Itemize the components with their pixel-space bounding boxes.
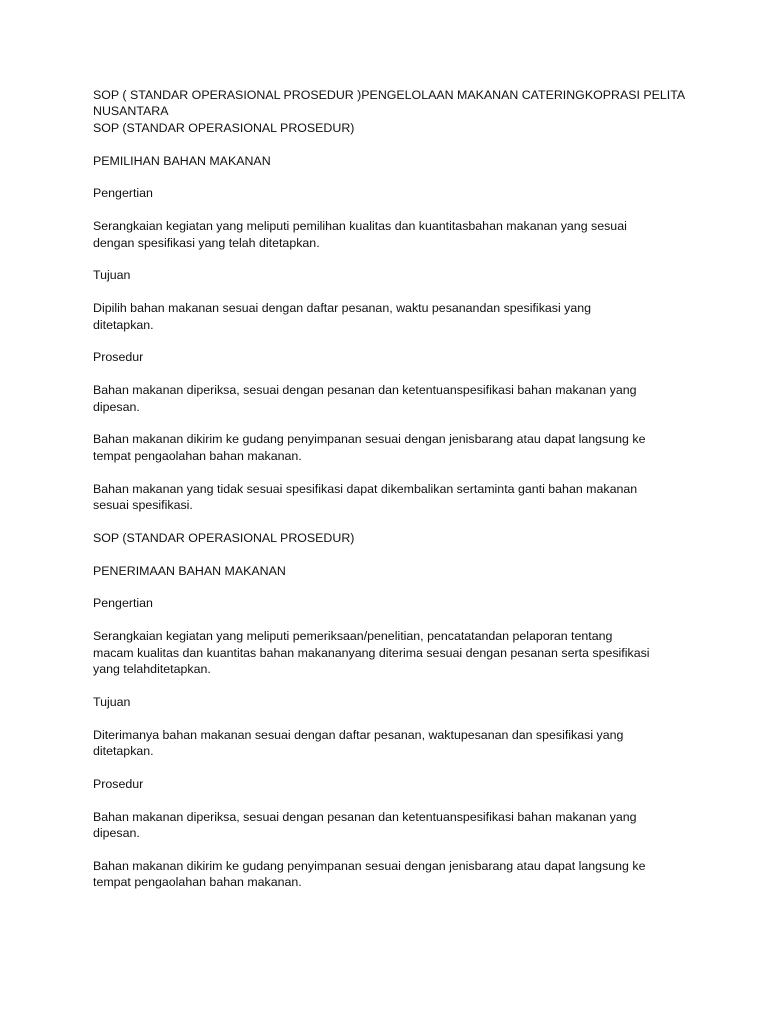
text-line: Dipilih bahan makanan sesuai dengan daftar pesanan, waktu pesanandan spesifikasi yang [93, 301, 592, 316]
document-paragraph [93, 563, 683, 579]
text-line: Serangkaian kegiatan yang meliputi pemeriksaan/penelitian, pencatatandan pelaporan tentang [93, 629, 613, 644]
text-line: dengan spesifikasi yang telah ditetapkan. [93, 235, 320, 250]
text-line: PEMILIHAN BAHAN MAKANAN [93, 153, 271, 168]
text-line: SOP (STANDAR OPERASIONAL PROSEDUR) [93, 120, 355, 135]
document-paragraph [93, 153, 683, 169]
text-line: Bahan makanan dikirim ke gudang penyimpanan sesuai dengan jenisbarang atau dapat langsung ke [93, 432, 646, 447]
text-line: Bahan makanan diperiksa, sesuai dengan pesanan dan ketentuanspesifikasi bahan makanan yang [93, 383, 637, 398]
text-line: NUSANTARA [93, 104, 169, 119]
document-paragraph [93, 300, 683, 333]
document-paragraph [93, 267, 683, 283]
document-paragraph [93, 530, 683, 546]
document-paragraph [93, 595, 683, 611]
document-paragraph [93, 481, 683, 514]
text-line: ditetapkan. [93, 744, 154, 759]
text-line: dipesan. [93, 399, 140, 414]
document-paragraph [93, 87, 686, 136]
text-line: macam kualitas dan kuantitas bahan makananyang diterima sesuai dengan pesanan serta spesifikasi [93, 645, 650, 660]
text-line: ditetapkan. [93, 317, 154, 332]
text-line: Bahan makanan yang tidak sesuai spesifikasi dapat dikembalikan sertaminta ganti bahan makanan [93, 481, 638, 496]
document-paragraph [93, 809, 683, 842]
document-paragraph [93, 185, 683, 201]
text-line: yang telahditetapkan. [93, 662, 211, 677]
text-line: Serangkaian kegiatan yang meliputi pemilihan kualitas dan kuantitasbahan makanan yang sesuai [93, 219, 627, 234]
document-paragraph [93, 349, 683, 365]
document-paragraph [93, 858, 683, 891]
text-line: sesuai spesifikasi. [93, 498, 193, 513]
text-line: Pengertian [93, 186, 153, 201]
text-line: dipesan. [93, 826, 140, 841]
text-line: Tujuan [93, 694, 131, 709]
text-line: SOP (STANDAR OPERASIONAL PROSEDUR) [93, 530, 355, 545]
document-paragraph [93, 694, 683, 710]
document-paragraph [93, 431, 683, 464]
text-line: Tujuan [93, 268, 131, 283]
text-line: Prosedur [93, 350, 144, 365]
text-line: Bahan makanan dikirim ke gudang penyimpanan sesuai dengan jenisbarang atau dapat langsung ke [93, 858, 646, 873]
text-line: tempat pengaolahan bahan makanan. [93, 448, 302, 463]
document-paragraph [93, 628, 683, 677]
document-paragraph [93, 776, 683, 792]
text-line: Prosedur [93, 776, 144, 791]
text-line: Bahan makanan diperiksa, sesuai dengan pesanan dan ketentuanspesifikasi bahan makanan yang [93, 809, 637, 824]
text-line: SOP ( STANDAR OPERASIONAL PROSEDUR )PENGELOLAAN MAKANAN CATERINGKOPRASI PELITA [93, 88, 686, 102]
document-paragraph [93, 218, 683, 251]
document-page [93, 87, 686, 891]
text-line: Pengertian [93, 596, 153, 611]
document-paragraph [93, 727, 683, 760]
text-line: tempat pengaolahan bahan makanan. [93, 875, 302, 890]
text-line: PENERIMAAN BAHAN MAKANAN [93, 563, 286, 578]
text-line: Diterimanya bahan makanan sesuai dengan daftar pesanan, waktupesanan dan spesifikasi yang [93, 727, 624, 742]
document-paragraph [93, 382, 683, 415]
